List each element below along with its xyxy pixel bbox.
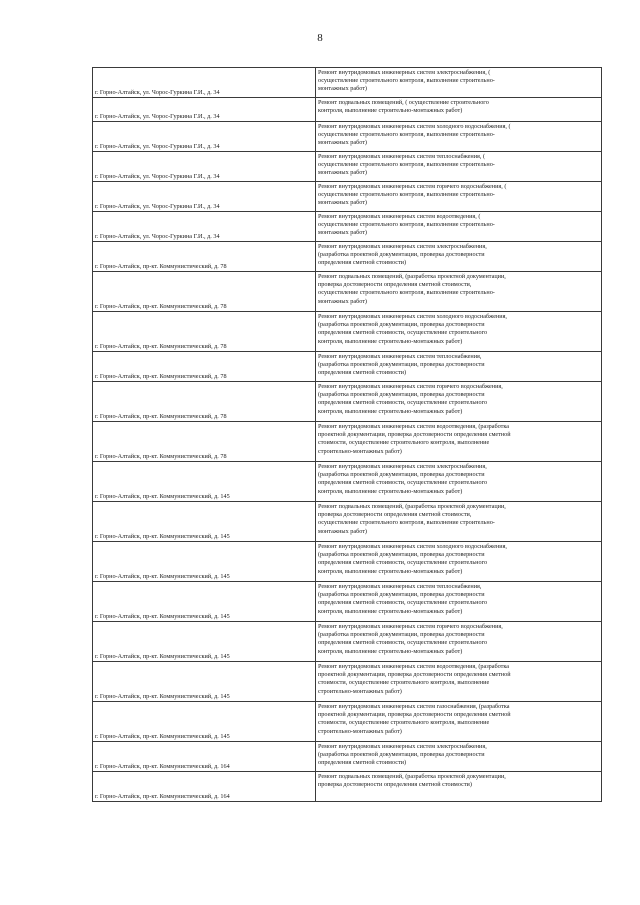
- work-description-line: монтажных работ): [318, 297, 367, 305]
- work-description-line: проектной документации, проверка достоверности определения сметной: [318, 671, 511, 679]
- work-description-cell: [316, 272, 602, 312]
- work-description-line: монтажных работ): [318, 229, 367, 237]
- address-cell: г. Горно-Алтайск, пр-кт. Коммунистический, д. 78: [93, 422, 316, 462]
- work-description-line: стоимости, осуществление строительного контроля, выполнение: [318, 679, 490, 687]
- work-description-line: определения сметной стоимости): [318, 369, 407, 377]
- table-row: [93, 272, 602, 312]
- work-description-line: Ремонт внутридомовых инженерных систем водоотведения, (: [318, 213, 481, 220]
- address-cell: г. Горно-Алтайск, пр-кт. Коммунистический, д. 78: [93, 272, 316, 312]
- work-description-line: монтажных работ): [318, 169, 367, 177]
- work-description-line: определения сметной стоимости, осуществление строительного: [318, 599, 488, 607]
- work-description-line: контроля, выполнение строительно-монтажных работ): [318, 487, 463, 495]
- address-cell: г. Горно-Алтайск, пр-кт. Коммунистический, д. 145: [93, 502, 316, 542]
- table-row: [93, 242, 602, 272]
- work-description-line: осуществление строительного контроля, выполнение строительно-: [318, 161, 495, 169]
- work-description-cell: [316, 352, 602, 382]
- work-description-line: Ремонт внутридомовых инженерных систем электроснабжения,: [318, 243, 487, 250]
- work-description-line: осуществление строительного контроля, выполнение строительно-: [318, 191, 495, 199]
- table-row: [93, 772, 602, 802]
- work-description-line: Ремонт внутридомовых инженерных систем электроснабжения,: [318, 463, 487, 470]
- work-description-cell: [316, 182, 602, 212]
- address-cell: г. Горно-Алтайск, пр-кт. Коммунистический, д. 145: [93, 702, 316, 742]
- work-description-line: стоимости, осуществление строительного контроля, выполнение: [318, 719, 490, 727]
- address-cell: г. Горно-Алтайск, пр-кт. Коммунистический, д. 145: [93, 542, 316, 582]
- work-description-cell: [316, 122, 602, 152]
- work-description-line: (разработка проектной документации, проверка достоверности: [318, 631, 485, 639]
- work-description-line: (разработка проектной документации, проверка достоверности: [318, 391, 485, 399]
- work-description-line: Ремонт подвальных помещений, (разработка проектной документации,: [318, 773, 506, 780]
- work-description-line: осуществление строительного контроля, выполнение строительно-: [318, 77, 495, 85]
- table-row: [93, 312, 602, 352]
- work-description-cell: [316, 622, 602, 662]
- work-description-line: контроля, выполнение строительно-монтажных работ): [318, 407, 463, 415]
- work-description-line: осуществление строительного контроля, выполнение строительно-: [318, 131, 495, 139]
- address-cell: г. Горно-Алтайск, ул. Чорос-Гуркина Г.И., д. 34: [93, 98, 316, 122]
- table-row: [93, 662, 602, 702]
- work-description-line: (разработка проектной документации, проверка достоверности: [318, 751, 485, 759]
- work-description-line: определения сметной стоимости, осуществление строительного: [318, 479, 488, 487]
- work-description-line: стоимости, осуществление строительного контроля, выполнение: [318, 439, 490, 447]
- work-description-line: строительно-монтажных работ): [318, 727, 402, 735]
- work-description-line: Ремонт внутридомовых инженерных систем горячего водоснабжения, (: [318, 183, 507, 190]
- address-cell: г. Горно-Алтайск, ул. Чорос-Гуркина Г.И., д. 34: [93, 68, 316, 98]
- table-row: [93, 152, 602, 182]
- address-cell: г. Горно-Алтайск, пр-кт. Коммунистический, д. 164: [93, 742, 316, 772]
- work-description-line: Ремонт внутридомовых инженерных систем водоотведения, (разработка: [318, 663, 510, 670]
- work-description-line: Ремонт внутридомовых инженерных систем электроснабжения, (: [318, 69, 491, 76]
- work-description-line: Ремонт внутридомовых инженерных систем электроснабжения,: [318, 743, 487, 750]
- address-cell: г. Горно-Алтайск, пр-кт. Коммунистический, д. 145: [93, 582, 316, 622]
- table-row: [93, 122, 602, 152]
- work-description-line: контроля, выполнение строительно-монтажных работ): [318, 337, 463, 345]
- work-description-line: определения сметной стоимости): [318, 759, 407, 767]
- work-description-line: Ремонт внутридомовых инженерных систем водоотведения, (разработка: [318, 423, 510, 430]
- work-description-line: (разработка проектной документации, проверка достоверности: [318, 591, 485, 599]
- work-description-line: (разработка проектной документации, проверка достоверности: [318, 551, 485, 559]
- work-description-cell: [316, 462, 602, 502]
- works-table-body: [93, 68, 602, 802]
- address-cell: г. Горно-Алтайск, пр-кт. Коммунистический, д. 145: [93, 662, 316, 702]
- work-description-line: Ремонт внутридомовых инженерных систем горячего водоснабжения,: [318, 623, 503, 630]
- address-cell: г. Горно-Алтайск, ул. Чорос-Гуркина Г.И., д. 34: [93, 212, 316, 242]
- table-row: [93, 212, 602, 242]
- address-cell: г. Горно-Алтайск, пр-кт. Коммунистический, д. 145: [93, 622, 316, 662]
- work-description-cell: [316, 702, 602, 742]
- work-description-line: строительно-монтажных работ): [318, 447, 402, 455]
- work-description-cell: [316, 742, 602, 772]
- work-description-line: Ремонт подвальных помещений, ( осуществление строительного: [318, 99, 489, 106]
- table-row: [93, 622, 602, 662]
- work-description-cell: [316, 152, 602, 182]
- work-description-line: Ремонт внутридомовых инженерных систем теплоснабжения,: [318, 583, 482, 590]
- works-table: [92, 67, 602, 802]
- work-description-line: (разработка проектной документации, проверка достоверности: [318, 251, 485, 259]
- work-description-cell: [316, 68, 602, 98]
- work-description-cell: [316, 242, 602, 272]
- work-description-cell: [316, 662, 602, 702]
- work-description-line: определения сметной стоимости, осуществление строительного: [318, 399, 488, 407]
- work-description-line: контроля, выполнение строительно-монтажных работ): [318, 107, 463, 115]
- work-description-line: осуществление строительного контроля, выполнение строительно-: [318, 221, 495, 229]
- work-description-line: Ремонт внутридомовых инженерных систем холодного водоснабжения,: [318, 313, 507, 320]
- table-row: [93, 462, 602, 502]
- work-description-cell: [316, 542, 602, 582]
- table-row: [93, 502, 602, 542]
- table-row: [93, 382, 602, 422]
- page-number: 8: [317, 32, 323, 44]
- work-description-line: проектной документации, проверка достоверности определения сметной: [318, 431, 511, 439]
- work-description-line: проектной документации, проверка достоверности определения сметной: [318, 711, 511, 719]
- work-description-line: определения сметной стоимости, осуществление строительного: [318, 329, 488, 337]
- table-row: [93, 422, 602, 462]
- work-description-cell: [316, 772, 602, 802]
- work-description-line: (разработка проектной документации, проверка достоверности: [318, 361, 485, 369]
- work-description-line: монтажных работ): [318, 139, 367, 147]
- address-cell: г. Горно-Алтайск, пр-кт. Коммунистический, д. 78: [93, 382, 316, 422]
- table-row: [93, 98, 602, 122]
- work-description-cell: [316, 98, 602, 122]
- address-cell: г. Горно-Алтайск, пр-кт. Коммунистический, д. 145: [93, 462, 316, 502]
- work-description-line: проверка достоверности определения сметной стоимости,: [318, 511, 472, 519]
- work-description-cell: [316, 312, 602, 352]
- address-cell: г. Горно-Алтайск, ул. Чорос-Гуркина Г.И., д. 34: [93, 122, 316, 152]
- work-description-cell: [316, 212, 602, 242]
- work-description-line: Ремонт внутридомовых инженерных систем горячего водоснабжения,: [318, 383, 503, 390]
- table-row: [93, 352, 602, 382]
- work-description-line: монтажных работ): [318, 527, 367, 535]
- work-description-line: определения сметной стоимости, осуществление строительного: [318, 559, 488, 567]
- address-cell: г. Горно-Алтайск, пр-кт. Коммунистический, д. 78: [93, 242, 316, 272]
- work-description-line: определения сметной стоимости): [318, 259, 407, 267]
- address-cell: г. Горно-Алтайск, пр-кт. Коммунистический, д. 78: [93, 312, 316, 352]
- address-cell: г. Горно-Алтайск, пр-кт. Коммунистический, д. 164: [93, 772, 316, 802]
- work-description-line: Ремонт внутридомовых инженерных систем холодного водоснабжения, (: [318, 123, 511, 130]
- work-description-line: контроля, выполнение строительно-монтажных работ): [318, 607, 463, 615]
- work-description-cell: [316, 422, 602, 462]
- table-row: [93, 742, 602, 772]
- work-description-line: осуществление строительного контроля, выполнение строительно-: [318, 289, 495, 297]
- table-row: [93, 702, 602, 742]
- work-description-line: Ремонт подвальных помещений, (разработка проектной документации,: [318, 273, 506, 280]
- work-description-line: Ремонт подвальных помещений, (разработка проектной документации,: [318, 503, 506, 510]
- work-description-line: Ремонт внутридомовых инженерных систем холодного водоснабжения,: [318, 543, 507, 550]
- work-description-line: (разработка проектной документации, проверка достоверности: [318, 321, 485, 329]
- work-description-line: монтажных работ): [318, 199, 367, 207]
- work-description-line: монтажных работ): [318, 85, 367, 93]
- work-description-line: Ремонт внутридомовых инженерных систем теплоснабжения, (: [318, 153, 486, 160]
- work-description-line: Ремонт внутридомовых инженерных систем теплоснабжения,: [318, 353, 482, 360]
- work-description-line: проверка достоверности определения сметной стоимости,: [318, 281, 472, 289]
- address-cell: г. Горно-Алтайск, ул. Чорос-Гуркина Г.И., д. 34: [93, 182, 316, 212]
- table-row: [93, 182, 602, 212]
- work-description-line: (разработка проектной документации, проверка достоверности: [318, 471, 485, 479]
- work-description-line: контроля, выполнение строительно-монтажных работ): [318, 567, 463, 575]
- work-description-cell: [316, 382, 602, 422]
- work-description-line: Ремонт внутридомовых инженерных систем газоснабжения, (разработка: [318, 703, 510, 710]
- table-row: [93, 542, 602, 582]
- table-row: [93, 68, 602, 98]
- work-description-line: определения сметной стоимости, осуществление строительного: [318, 639, 488, 647]
- work-description-line: проверка достоверности определения сметной стоимости): [318, 781, 472, 789]
- address-cell: г. Горно-Алтайск, пр-кт. Коммунистический, д. 78: [93, 352, 316, 382]
- work-description-cell: [316, 582, 602, 622]
- work-description-cell: [316, 502, 602, 542]
- address-cell: г. Горно-Алтайск, ул. Чорос-Гуркина Г.И., д. 34: [93, 152, 316, 182]
- work-description-line: осуществление строительного контроля, выполнение строительно-: [318, 519, 495, 527]
- work-description-line: контроля, выполнение строительно-монтажных работ): [318, 647, 463, 655]
- work-description-line: строительно-монтажных работ): [318, 687, 402, 695]
- table-row: [93, 582, 602, 622]
